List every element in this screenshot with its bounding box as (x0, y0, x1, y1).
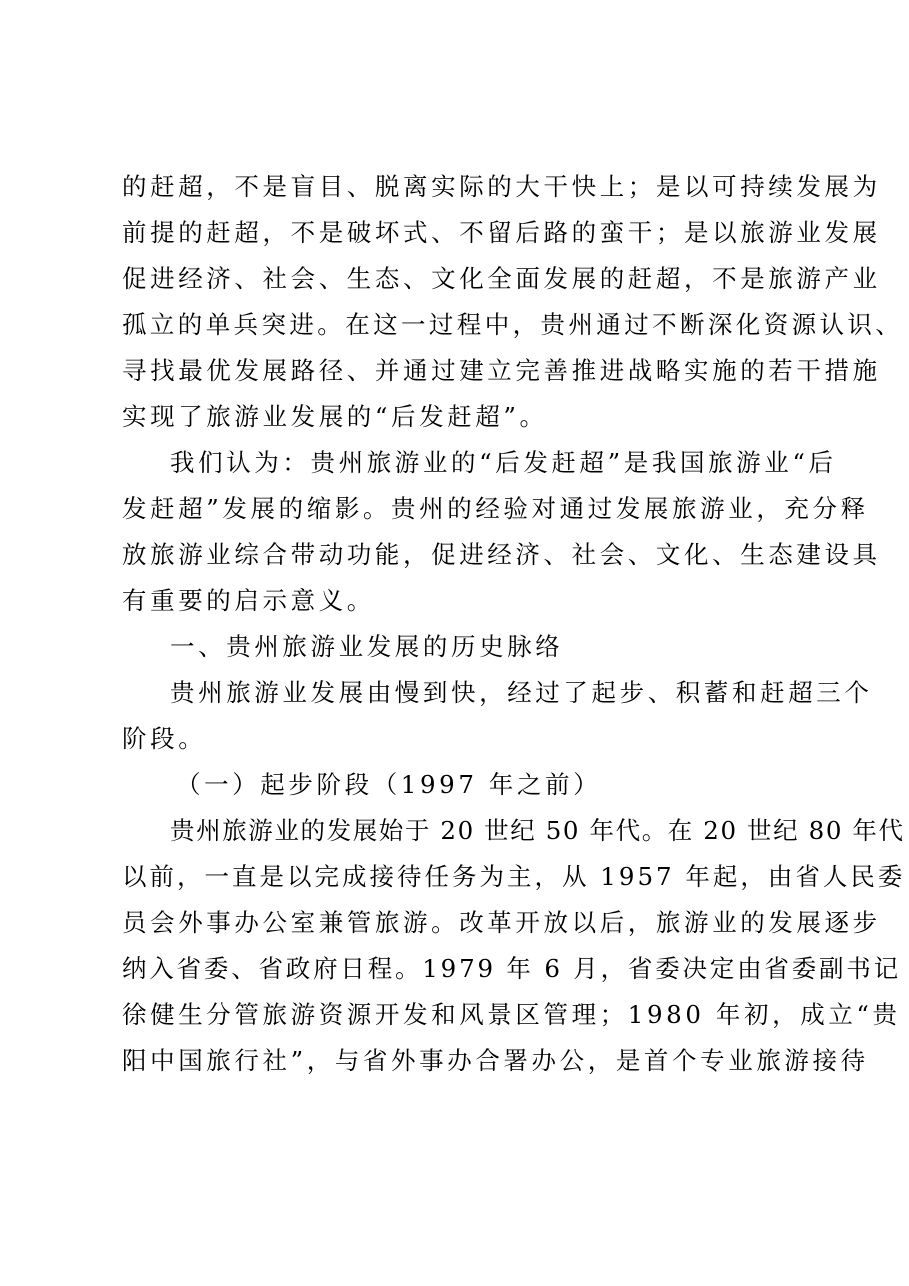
text-line: 放旅游业综合带动功能，促进经济、社会、文化、生态建设具 (122, 540, 881, 569)
text-line: 实现了旅游业发展的“后发赶超”。 (122, 402, 548, 431)
section-heading: 一、贵州旅游业发展的历史脉络 (170, 632, 564, 661)
text-line: 有重要的启示意义。 (122, 586, 375, 615)
paragraph-first-line: 贵州旅游业的发展始于 20 世纪 50 年代。在 20 世纪 80 年代 (170, 816, 905, 845)
text-line: 的赶超，不是盲目、脱离实际的大干快上；是以可持续发展为 (122, 172, 881, 201)
text-line: 员会外事办公室兼管旅游。改革开放以后，旅游业的发展逐步 (122, 908, 881, 937)
text-line: 阳中国旅行社”，与省外事办合署办公，是首个专业旅游接待 (122, 1046, 869, 1075)
text-line: 促进经济、社会、生态、文化全面发展的赶超，不是旅游产业 (122, 264, 881, 293)
text-line: 寻找最优发展路径、并通过建立完善推进战略实施的若干措施 (122, 356, 881, 385)
text-line: 纳入省委、省政府日程。1979 年 6 月，省委决定由省委副书记 (122, 954, 901, 983)
text-line: 以前，一直是以完成接待任务为主，从 1957 年起，由省人民委 (122, 862, 906, 891)
text-line: 发赶超”发展的缩影。贵州的经验对通过发展旅游业，充分释 (122, 494, 869, 523)
text-line: 徐健生分管旅游资源开发和风景区管理；1980 年初，成立“贵 (122, 1000, 901, 1029)
text-line: 孤立的单兵突进。在这一过程中，贵州通过不断深化资源认识、 (122, 310, 904, 339)
paragraph-first-line: 我们认为：贵州旅游业的“后发赶超”是我国旅游业“后 (170, 448, 837, 477)
text-line: 阶段。 (122, 724, 207, 753)
text-line: 前提的赶超，不是破坏式、不留后路的蛮干；是以旅游业发展 (122, 218, 881, 247)
paragraph-first-line: 贵州旅游业发展由慢到快，经过了起步、积蓄和赶超三个 (170, 678, 873, 707)
subsection-heading: （一）起步阶段（1997 年之前） (176, 770, 602, 799)
